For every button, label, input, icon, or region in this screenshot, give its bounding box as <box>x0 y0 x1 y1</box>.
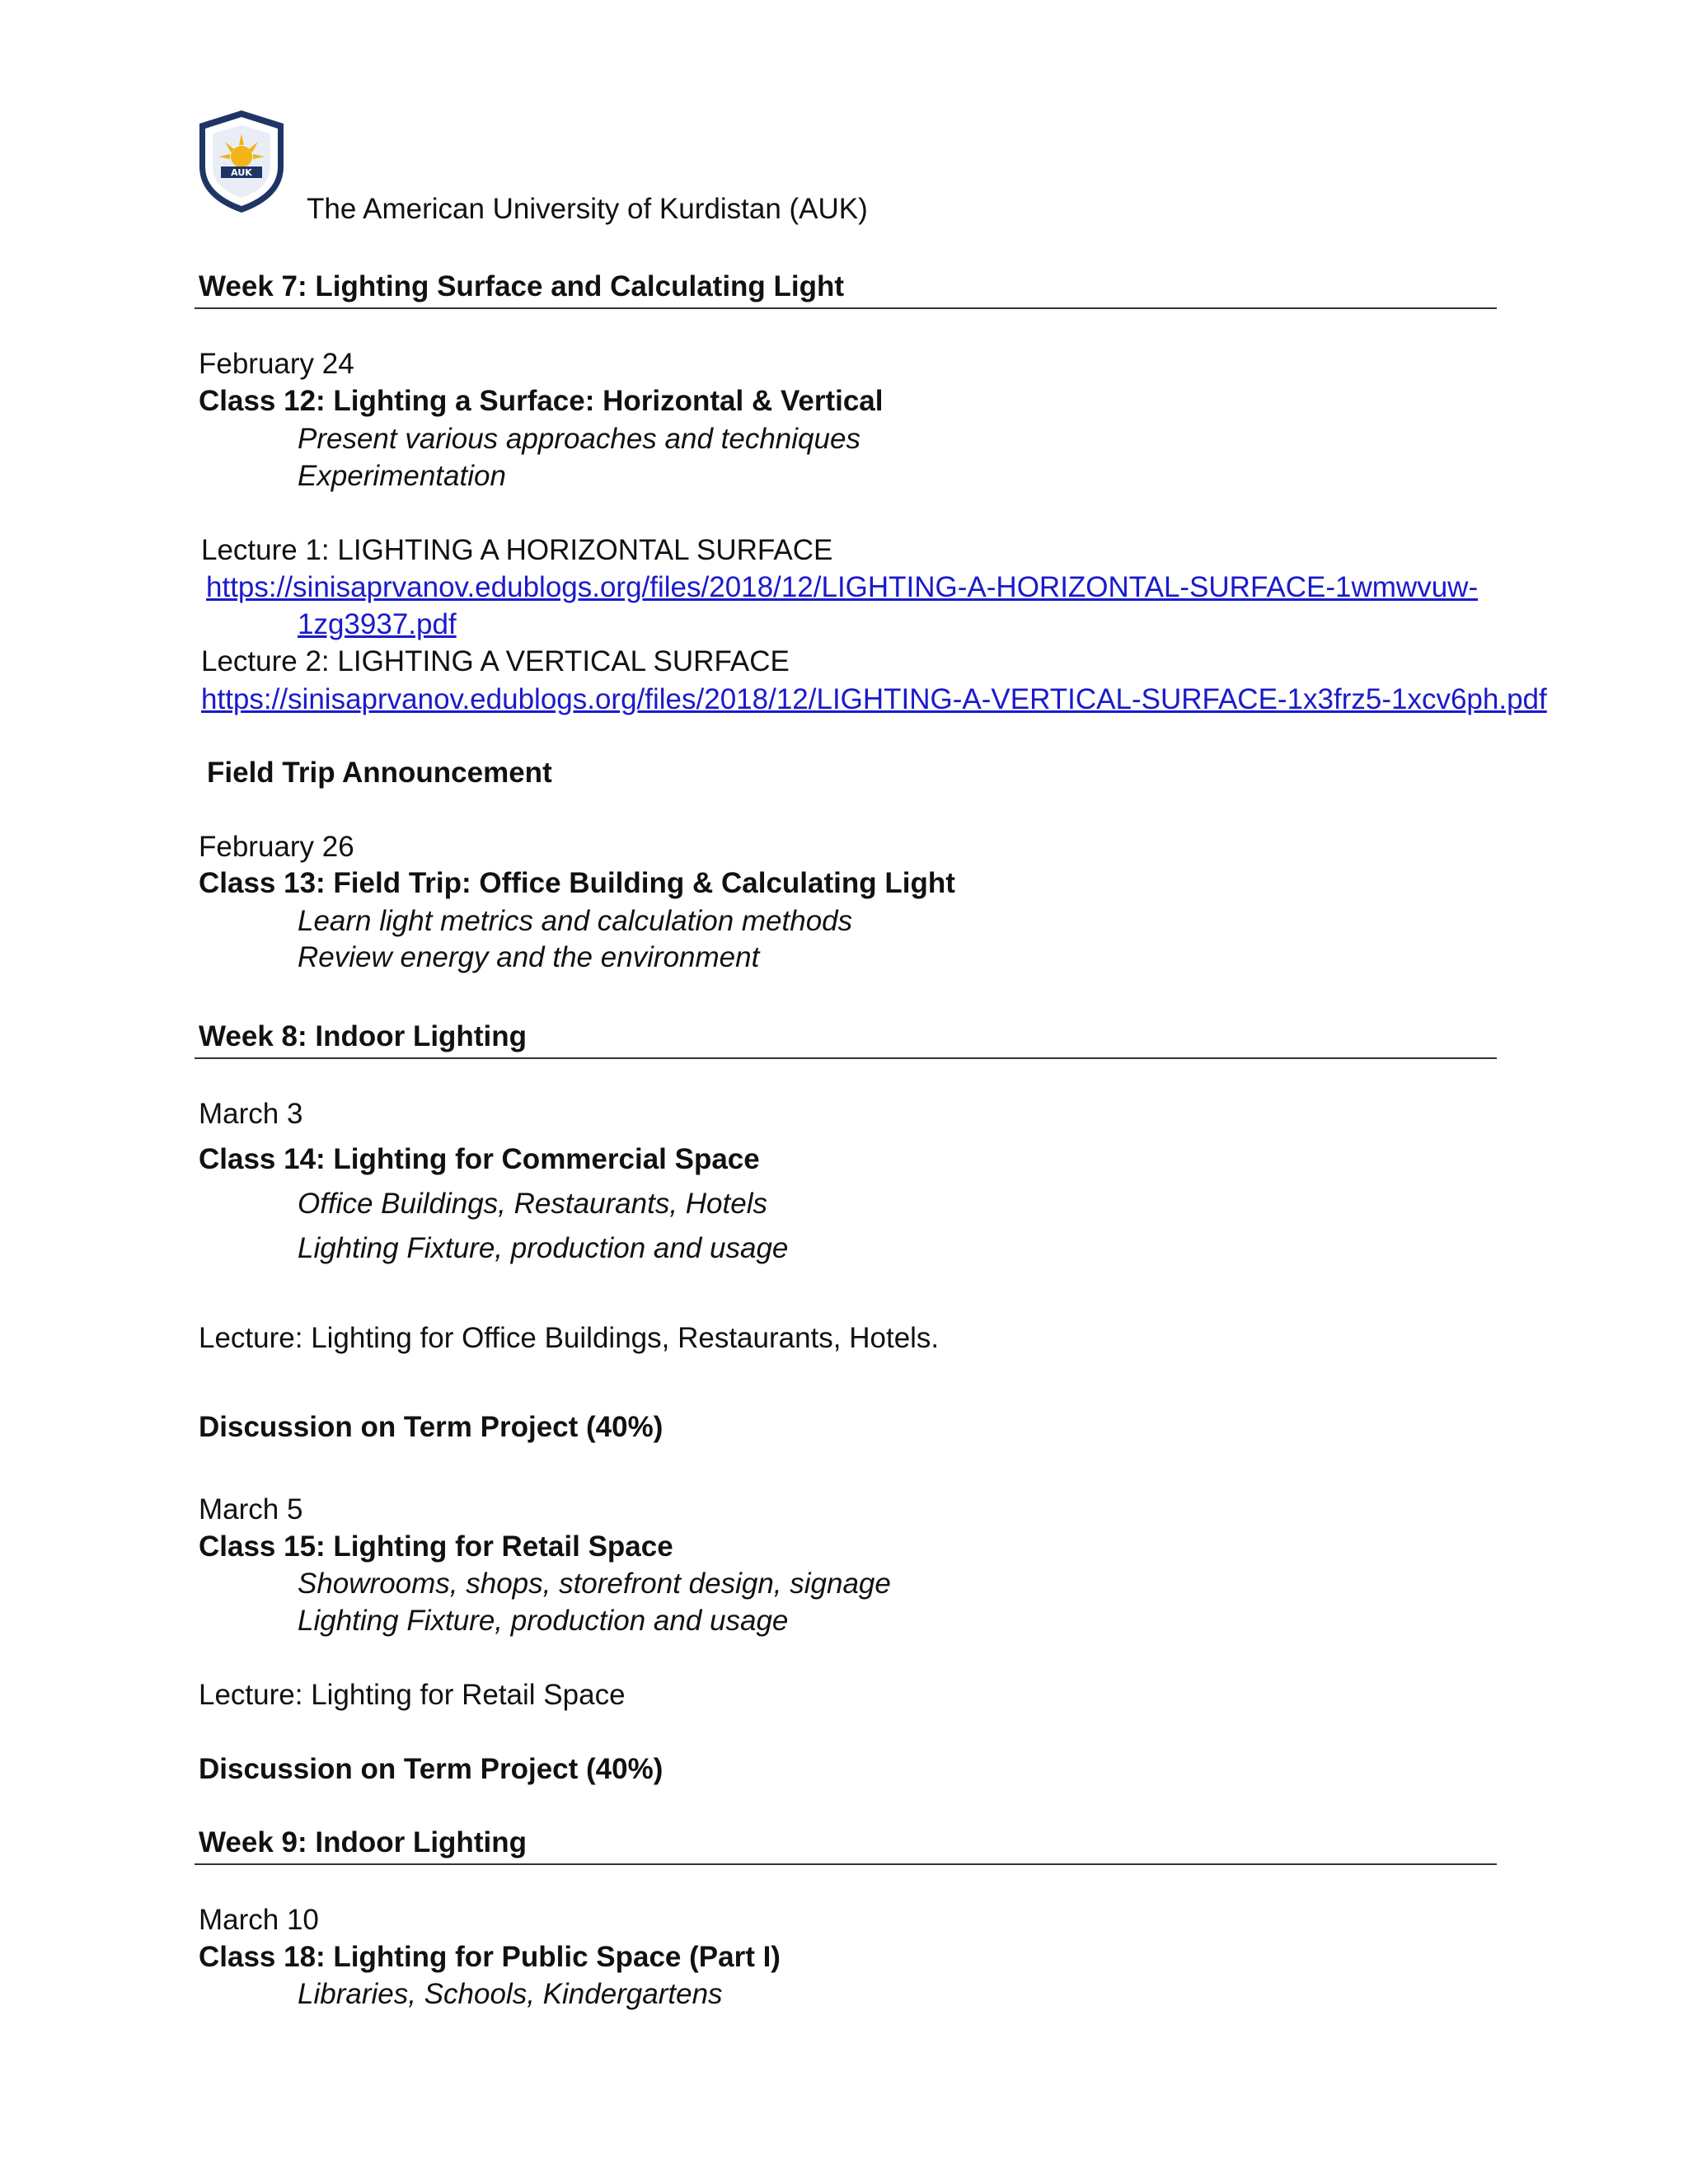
week7-title: Week 7: Lighting Surface and Calculating Light <box>199 270 845 302</box>
feb26-date: February 26 <box>199 831 354 863</box>
class14-title: Class 14: Lighting for Commercial Space <box>199 1143 760 1175</box>
class15-lecture: Lecture: Lighting for Retail Space <box>199 1679 626 1711</box>
class15-title: Class 15: Lighting for Retail Space <box>199 1530 673 1563</box>
class13-title: Class 13: Field Trip: Office Building & Calculating Light <box>199 867 955 899</box>
lecture2-label: Lecture 2: LIGHTING A VERTICAL SURFACE <box>201 645 790 677</box>
field-trip-announcement: Field Trip Announcement <box>207 757 552 789</box>
class18-item-1: Libraries, Schools, Kindergartens <box>298 1978 723 2010</box>
lecture1-label: Lecture 1: LIGHTING A HORIZONTAL SURFACE <box>201 534 833 566</box>
class12-item-2: Experimentation <box>298 460 506 492</box>
class14-lecture: Lecture: Lighting for Office Buildings, Restaurants, Hotels. <box>199 1322 940 1354</box>
lecture1-link-continued[interactable]: 1zg3937.pdf <box>298 608 457 640</box>
class14-item-1: Office Buildings, Restaurants, Hotels <box>298 1188 767 1220</box>
week8-divider <box>195 1057 1497 1059</box>
class13-item-2: Review energy and the environment <box>298 941 760 973</box>
week7-divider <box>195 307 1497 309</box>
class12-item-1: Present various approaches and techniques <box>298 423 860 455</box>
lecture2-link[interactable]: https://sinisaprvanov.edublogs.org/files/2018/12/LIGHTING-A-VERTICAL-SURFACE-1x3frz5-1xcv6ph.pdf <box>201 683 1547 715</box>
logo-text: AUK <box>231 167 252 178</box>
class13-item-1: Learn light metrics and calculation methods <box>298 905 853 937</box>
institution-name: The American University of Kurdistan (AUK) <box>307 193 868 225</box>
class15-discussion: Discussion on Term Project (40%) <box>199 1753 663 1785</box>
auk-logo <box>196 109 287 214</box>
class14-discussion: Discussion on Term Project (40%) <box>199 1411 663 1443</box>
mar3-date: March 3 <box>199 1098 303 1130</box>
class15-item-1: Showrooms, shops, storefront design, signage <box>298 1568 891 1600</box>
lecture1-link[interactable]: https://sinisaprvanov.edublogs.org/files/2018/12/LIGHTING-A-HORIZONTAL-SURFACE-1wmwvuw- <box>206 571 1479 603</box>
mar5-date: March 5 <box>199 1493 303 1526</box>
mar10-date: March 10 <box>199 1904 319 1936</box>
class12-title: Class 12: Lighting a Surface: Horizontal & Vertical <box>199 385 884 417</box>
feb24-date: February 24 <box>199 348 354 380</box>
week8-title: Week 8: Indoor Lighting <box>199 1020 527 1052</box>
week9-title: Week 9: Indoor Lighting <box>199 1826 527 1858</box>
week9-divider <box>195 1863 1497 1865</box>
class18-title: Class 18: Lighting for Public Space (Part I) <box>199 1941 781 1973</box>
class15-item-2: Lighting Fixture, production and usage <box>298 1605 789 1637</box>
class14-item-2: Lighting Fixture, production and usage <box>298 1232 789 1264</box>
